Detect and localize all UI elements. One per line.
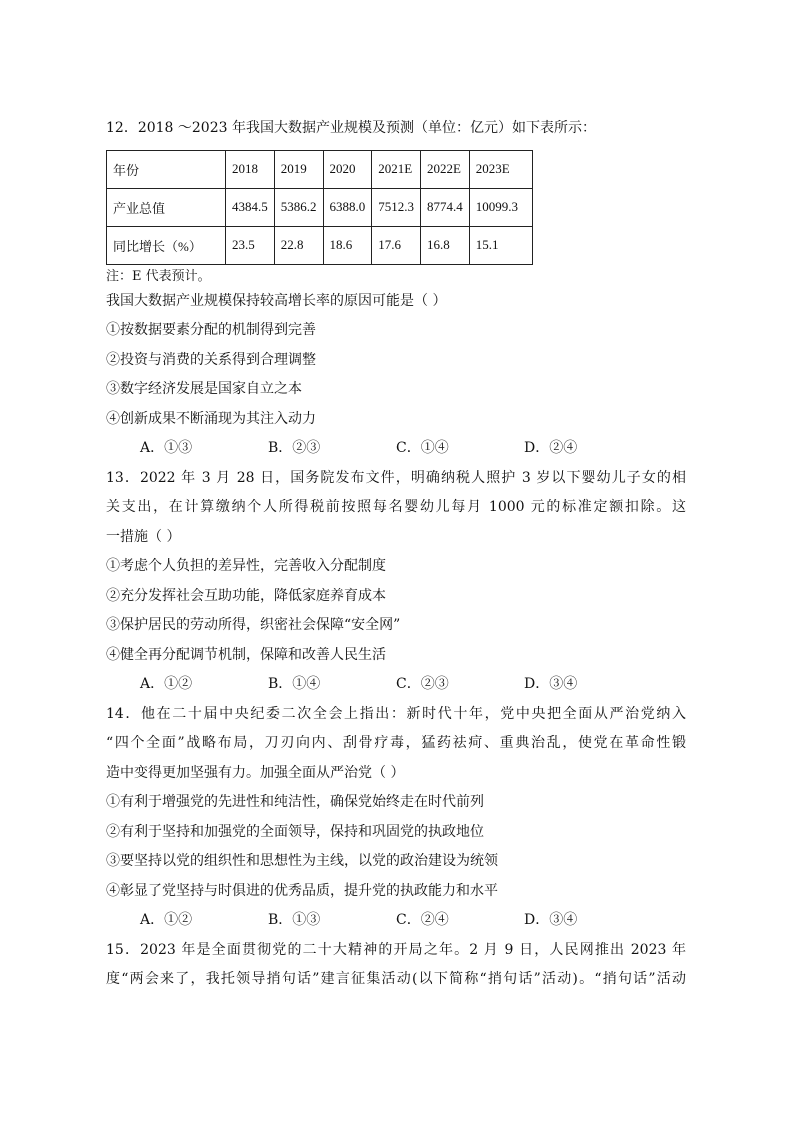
question-14-stem-line: 造中变得更加坚强有力。加强全面从严治党（ ） xyxy=(106,764,405,781)
option-c[interactable]: C．①④ xyxy=(396,440,449,456)
statement-item: ①考虑个人负担的差异性，完善收入分配制度 xyxy=(106,558,386,574)
statement-item: ②投资与消费的关系得到合理调整 xyxy=(106,351,316,368)
statement-item: ②充分发挥社会互助功能，降低家庭养育成本 xyxy=(106,587,386,604)
table-cell: 5386.2 xyxy=(274,188,323,226)
statement-item: ②有利于坚持和加强党的全面领导，保持和巩固党的执政地位 xyxy=(106,823,484,840)
table-row xyxy=(107,226,533,264)
question-15-stem-line: 度“两会来了，我托领导捎句话”建言征集活动(以下简称“捎句话”活动)。“捎句话”活动 xyxy=(106,971,686,987)
question-12-prompt: 我国大数据产业规模保持较高增长率的原因可能是（ ） xyxy=(106,292,447,309)
question-13-stem-line: 关支出，在计算缴纳个人所得税前按照每名婴幼儿每月 1000 元的标准定额扣除。这 xyxy=(106,499,686,515)
statement-item: ③要坚持以党的组织性和思想性为主线，以党的政治建设为统领 xyxy=(106,853,498,869)
question-15 xyxy=(106,936,686,995)
table-note: 注：E 代表预计。 xyxy=(106,268,211,284)
industry-table xyxy=(106,150,533,265)
question-13-stem-line: 一措施（ ） xyxy=(106,528,181,545)
option-a[interactable]: A．①② xyxy=(140,912,193,928)
answer-options xyxy=(106,434,686,464)
option-d[interactable]: D．②④ xyxy=(524,440,578,456)
statement-item: ④创新成果不断涌现为其注入动力 xyxy=(106,410,316,427)
statement-item: ③保护居民的劳动所得，织密社会保障“安全网” xyxy=(106,617,401,633)
table-cell: 4384.5 xyxy=(226,188,275,226)
table-cell: 2019 xyxy=(274,150,323,188)
table-cell: 16.8 xyxy=(421,226,470,264)
table-cell: 6388.0 xyxy=(323,188,372,226)
question-15-stem-line: 15．2023 年是全面贯彻党的二十大精神的开局之年。2 月 9 日，人民网推出 2023 年 xyxy=(106,941,686,958)
answer-options xyxy=(106,906,686,936)
table-cell: 22.8 xyxy=(274,226,323,264)
option-c[interactable]: C．②③ xyxy=(396,676,449,692)
table-cell: 2023E xyxy=(469,150,532,188)
option-b[interactable]: B．①③ xyxy=(268,912,321,928)
option-c[interactable]: C．②④ xyxy=(396,912,449,928)
table-cell: 2022E xyxy=(421,150,470,188)
table-cell: 年份 xyxy=(107,150,226,188)
table-cell: 10099.3 xyxy=(469,188,532,226)
table-cell: 15.1 xyxy=(469,226,532,264)
table-cell: 产业总值 xyxy=(107,188,226,226)
question-14-stem-line: “四个全面”战略布局，刀刃向内、刮骨疗毒，猛药祛疴、重典治乱，使党在革命性锻 xyxy=(106,735,686,751)
table-header-row xyxy=(107,150,533,188)
table-cell: 8774.4 xyxy=(421,188,470,226)
question-14 xyxy=(106,700,686,936)
option-b[interactable]: B．①④ xyxy=(268,676,321,692)
statement-item: ④健全再分配调节机制，保障和改善人民生活 xyxy=(106,646,386,663)
option-b[interactable]: B．②③ xyxy=(268,440,321,456)
question-14-stem-line: 14．他在二十届中央纪委二次全会上指出：新时代十年，党中央把全面从严治党纳入 xyxy=(106,705,686,722)
question-12-stem: 12．2018 ～2023 年我国大数据产业规模及预测（单位：亿元）如下表所示： xyxy=(106,120,596,136)
option-d[interactable]: D．③④ xyxy=(524,676,578,692)
option-a[interactable]: A．①② xyxy=(140,676,193,692)
table-cell: 同比增长（%） xyxy=(107,226,226,264)
table-row xyxy=(107,188,533,226)
exam-content xyxy=(106,114,686,995)
question-13 xyxy=(106,464,686,700)
question-13-stem-line: 13．2022 年 3 月 28 日，国务院发布文件，明确纳税人照护 3 岁以下婴幼儿子女的相 xyxy=(106,469,686,486)
table-cell: 2020 xyxy=(323,150,372,188)
table-cell: 17.6 xyxy=(372,226,421,264)
table-cell: 2018 xyxy=(226,150,275,188)
statement-item: ③数字经济发展是国家自立之本 xyxy=(106,381,302,397)
answer-options xyxy=(106,670,686,700)
option-d[interactable]: D．③④ xyxy=(524,912,578,928)
table-cell: 23.5 xyxy=(226,226,275,264)
table-cell: 7512.3 xyxy=(372,188,421,226)
statement-item: ④彰显了党坚持与时俱进的优秀品质，提升党的执政能力和水平 xyxy=(106,882,498,899)
table-cell: 2021E xyxy=(372,150,421,188)
statement-item: ①按数据要素分配的机制得到完善 xyxy=(106,322,316,338)
question-12 xyxy=(106,114,686,464)
table-cell: 18.6 xyxy=(323,226,372,264)
statement-item: ①有利于增强党的先进性和纯洁性，确保党始终走在时代前列 xyxy=(106,794,484,810)
option-a[interactable]: A．①③ xyxy=(140,440,193,456)
